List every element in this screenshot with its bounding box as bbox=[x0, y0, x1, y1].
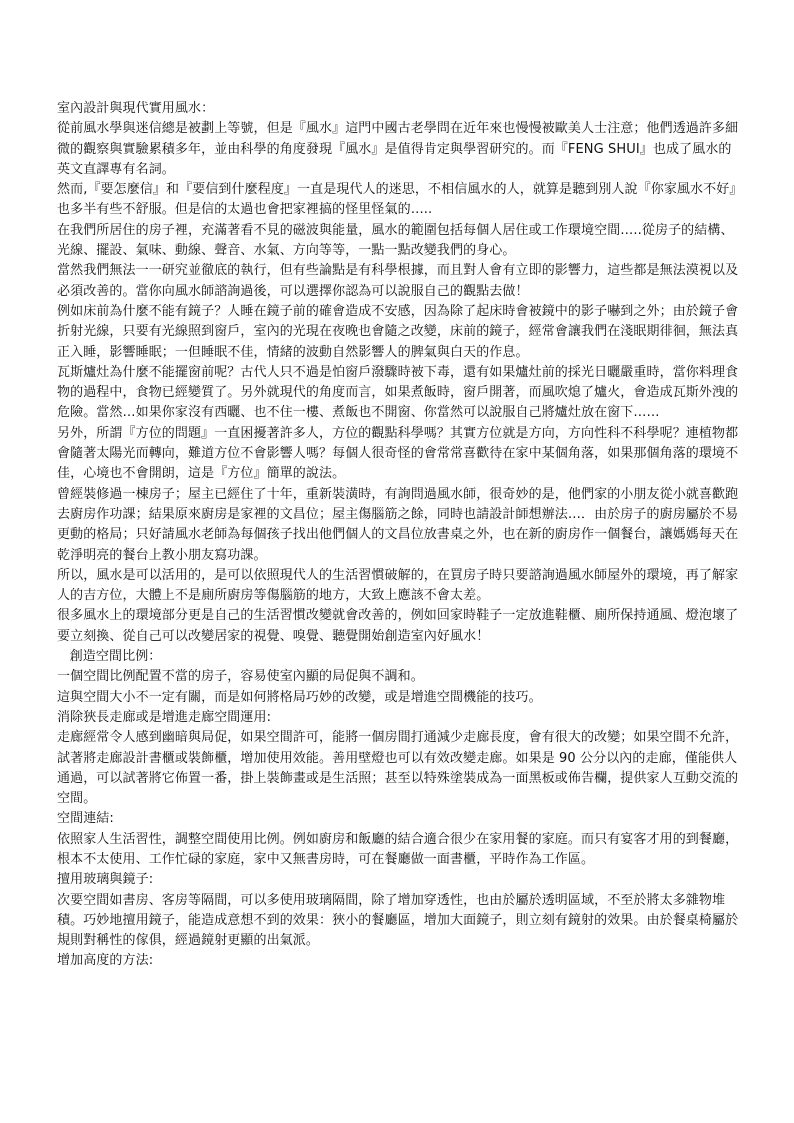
subheading-increase-height: 增加高度的方法: bbox=[57, 953, 154, 969]
paragraph-glass-mirror: 次要空間如書房、客房等隔間，可以多使用玻璃隔間，除了增加穿透性，也由於屬於透明區域，不至於將太多雜物堆積。巧妙地擅用鏡子，能造成意想不到的效果：狹小的餐廳區，增加大面鏡子，則立刻有鏡射的效果。由於餐桌椅屬於規則對稱性的傢俱，經過鏡射更顯的出氣派。 bbox=[57, 892, 739, 949]
paragraph-scientific-basis: 當然我們無法一一研究並徹底的執行，但有些論點是有科學根據，而且對人會有立即的影響力，這些都是無法漠視以及必須改善的。當你向風水師諮詢過後，可以選擇你認為可以說服自己的觀點去做！ bbox=[57, 263, 739, 299]
paragraph-belief-degree: 然而,『要怎麼信』和『要信到什麼程度』一直是現代人的迷思，不相信風水的人，就算是聽到別人說『你家風水不好』也多半有些不舒服。但是信的太過也會把家裡搞的怪里怪氣的….. bbox=[57, 182, 736, 218]
subheading-glass-mirror: 擅用玻璃與鏡子: bbox=[57, 872, 154, 888]
paragraph-space-ratio-technique: 這與空間大小不一定有關，而是如何將格局巧妙的改變，或是增進空間機能的技巧。 bbox=[57, 689, 542, 705]
section-title-space-ratio: 創造空間比例： bbox=[57, 649, 162, 665]
paragraph-home-energy: 在我們所居住的房子裡，充滿著看不見的磁波與能量，風水的範圍包括每個人居住或工作環境空間…..從房子的結構、光線、擺設、氣味、動線、聲音、水氣、方向等等，一點一點改變我們的身心。 bbox=[57, 222, 734, 259]
paragraph-practical-fengshui: 所以，風水是可以活用的，是可以依照現代人的生活習慣破解的，在買房子時只要諮詢過風水師屋外的環境，再了解家人的吉方位，大體上不是廁所廚房等傷腦筋的地方，大致上應該不會太差。 bbox=[57, 567, 739, 604]
document-body bbox=[57, 99, 740, 972]
subheading-corridor: 消除狹長走廊或是增進走廊空間運用: bbox=[57, 709, 272, 725]
paragraph-space-ratio-intro: 一個空間比例配置不當的房子，容易使室內顯的局促與不調和。 bbox=[57, 669, 424, 685]
section-title-interior-fengshui: 室內設計與現代實用風水： bbox=[57, 101, 215, 116]
paragraph-corridor: 走廊經常令人感到幽暗與局促，如果空間許可，能將一個房間打通減少走廊長度，會有很大的改變；如果空間不允許，試著將走廊設計書櫃或裝飾櫃，增加使用效能。善用壁燈也可以有效改變走廊。如果是 90 公分以內的走廊，僅能供人通過，可以試著將它佈置一番，掛上裝飾畫或是生活照；甚至以特殊塗裝成為一面黑板或佈告欄，提供家人互動交流的空間。 bbox=[57, 730, 739, 807]
subheading-space-connection: 空間連結: bbox=[57, 811, 114, 827]
paragraph-space-connection: 依照家人生活習性，調整空間使用比例。例如廚房和飯廳的結合適合很少在家用餐的家庭。而只有宴客才用的到餐廳，根本不太使用、工作忙碌的家庭，家中又無書房時，可在餐廳做一面書櫃，平時作為工作區。 bbox=[57, 831, 739, 867]
paragraph-mirror-bed: 例如床前為什麼不能有鏡子？人睡在鏡子前的確會造成不安感，因為除了起床時會被鏡中的影子嚇到之外；由於鏡子會折射光線，只要有光線照到窗戶，室內的光現在夜晚也會隨之改變，床前的鏡子，經常會讓我們在淺眠期徘徊，無法真正入睡，影響睡眠；一但睡眠不佳，情緒的波動自然影響人的脾氣與白天的作息。 bbox=[57, 303, 739, 360]
paragraph-stove-window: 瓦斯爐灶為什麼不能擺窗前呢？古代人只不過是怕窗戶潑驟時被下毒，還有如果爐灶前的採光日曬嚴重時，當你料理食物的過程中，食物已經變質了。另外就現代的角度而言，如果煮飯時，窗戶開著，而風吹熄了爐火，會造成瓦斯外洩的危險。當然…如果你家沒有西曬、也不住一樓、煮飯也不開窗、你當然可以說服自己將爐灶放在窗下…… bbox=[57, 364, 739, 421]
paragraph-direction: 另外，所謂『方位的問題』一直困擾著許多人，方位的觀點科學嗎？其實方位就是方向，方向性科不科學呢？連植物都會隨著太陽光而轉向，難道方位不會影響人嗎？每個人很奇怪的會常常喜歡待在家中某個角落，如果那個角落的環境不佳，心境也不會開朗，這是『方位』簡單的說法。 bbox=[57, 425, 739, 482]
paragraph-renovation-case: 曾經裝修過一棟房子；屋主已經住了十年，重新裝潢時，有詢問過風水師，很奇妙的是，他們家的小朋友從小就喜歡跑去廚房作功課；結果原來廚房是家裡的文昌位；屋主傷腦筋之餘，同時也請設計師想辦法…．由於房子的廚房屬於不易更動的格局；只好請風水老師為每個孩子找出他們個人的文昌位放書桌之外，也在新的廚房作一個餐台，讓媽媽每天在乾淨明亮的餐台上教小朋友寫功課。 bbox=[57, 486, 739, 563]
paragraph-living-habits: 很多風水上的環境部分更是自己的生活習慣改變就會改善的，例如回家時鞋子一定放進鞋櫃、廁所保持通風、燈泡壞了要立刻換、從自己可以改變居家的視覺、嗅覺、聽覺開始創造室內好風水！ bbox=[57, 608, 739, 644]
paragraph-fengshui-origin: 從前風水學與迷信總是被劃上等號，但是『風水』這門中國古老學問在近年來也慢慢被歐美人士注意；他們透過許多細微的觀察與實驗累積多年，並由科學的角度發現『風水』是值得肯定與學習研究的。而『FENG SHUI』也成了風水的英文直譯專有名詞。 bbox=[57, 121, 739, 177]
